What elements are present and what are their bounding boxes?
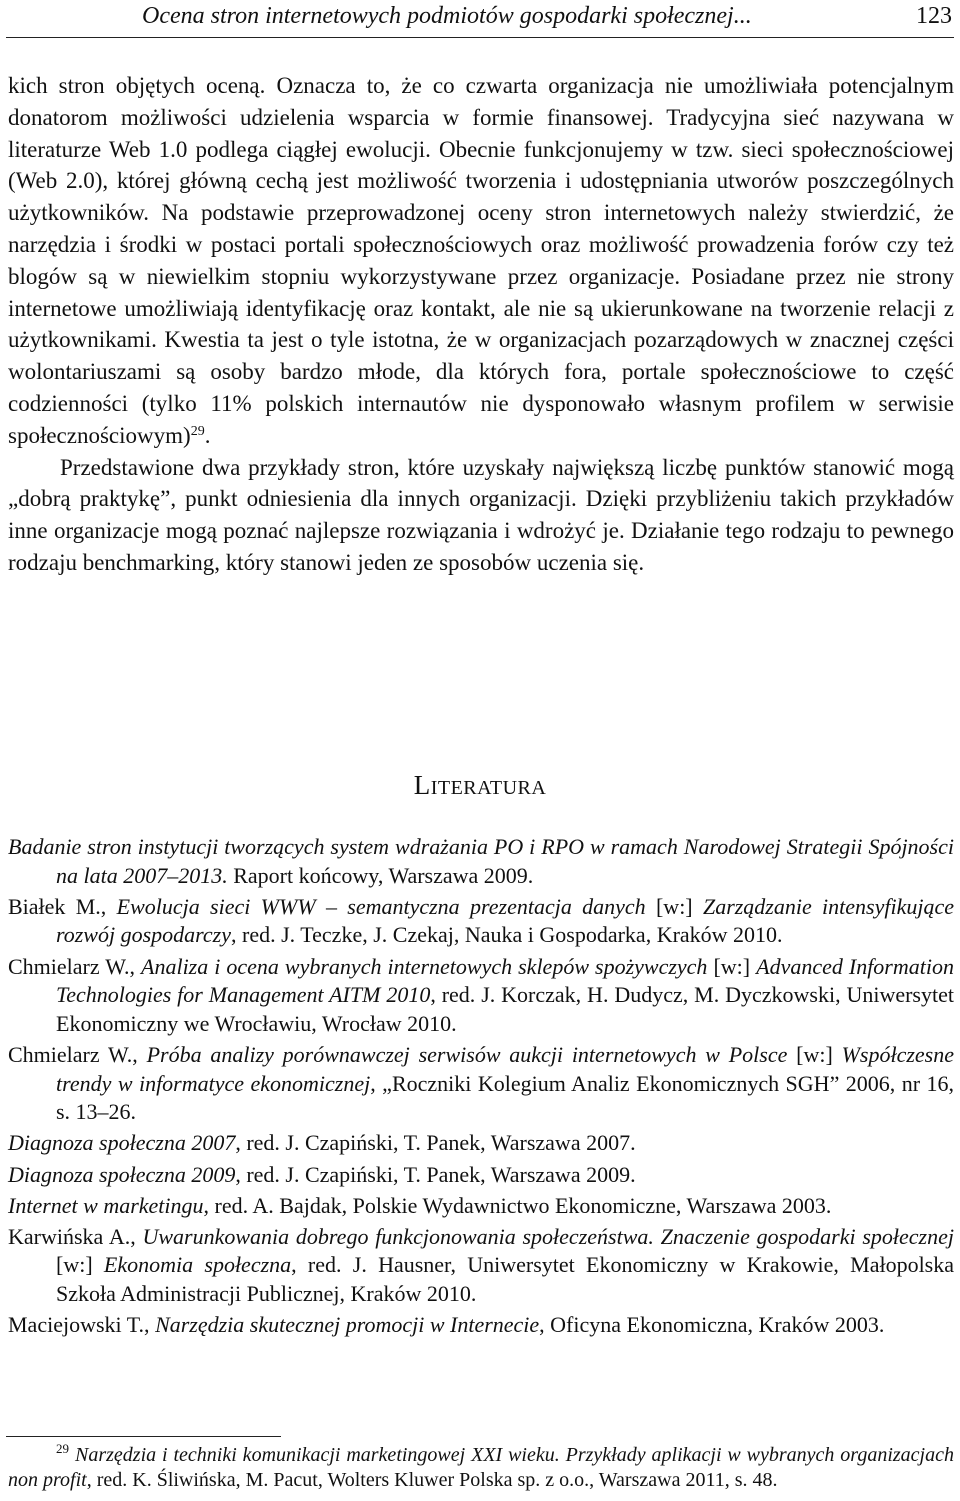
reference-item <box>8 1129 954 1158</box>
reference-title: Internet w marketingu <box>8 1192 204 1218</box>
reference-title: Diagnoza społeczna 2007 <box>8 1130 236 1156</box>
reference-title: Narzędzia skutecznej promocji w Internecie <box>155 1312 540 1338</box>
reference-details: , red. J. Hausner, Uniwersytet Ekonomiczny w Krakowie, Małopolska Szkoła Administracji Publicznej, Kraków 2010. <box>56 1252 955 1307</box>
footnote-title: Narzędzia i techniki komunikacji marketingowej XXI wieku. Przykłady aplikacji w wybranych organizacjach non profit <box>8 1444 954 1491</box>
reference-in: [w:] <box>787 1041 842 1067</box>
literature-heading <box>0 767 960 806</box>
paragraph-1-text: kich stron objętych oceną. Oznacza to, że co czwarta organizacja nie umożliwiała potencjalnym donatorom możliwości udzielenia wsparcia w formie finansowej. Tradycyjna sieć nazywana w literaturze Web 1.0 podlega ciągłej ewolucji. Obecnie funkcjonujemy w tzw. sieci społecznościowej (Web 2.0), której główną cechą jest możliwość tworzenia i udostępniania utworów poszczególnych użytkowników. Na podstawie przeprowadzonej oceny stron internetowych należy stwierdzić, że narzędzia i środki w postaci portali społecznościowych oraz możliwość prowadzenia forów czy też blogów są w niewielkim stopniu wykorzystywane przez organizacje. Posiadane przez nie strony internetowe umożliwiają identyfikację oraz kontakt, ale nie są ukierunkowane na tworzenie relacji z użytkownikami. Kwestia ta jest o tyle istotna, że w organizacjach pozarządowych w znacznej części wolontariuszami są osoby bardzo młode, dla których fora, portale społecznościowe to część codzienności (tylko 11% polskich internautów nie dysponowało własnym profilem w serwisie społecznościowym) <box>8 73 954 448</box>
reference-title: Analiza i ocena wybranych internetowych sklepów spożywczych <box>141 953 708 979</box>
footnote-mark: 29 <box>56 1441 69 1456</box>
reference-item <box>8 1223 954 1309</box>
body-text <box>8 70 954 579</box>
reference-source: Współczesne trendy w informatyce ekonomicznej <box>56 1041 954 1096</box>
reference-title: Uwarunkowania dobrego funkcjonowania społeczeństwa. Znaczenie gospodarki społecznej <box>142 1223 954 1249</box>
reference-item <box>8 893 954 950</box>
header-rule <box>6 37 954 38</box>
reference-item <box>8 1192 954 1221</box>
reference-details: , red. J. Czapiński, T. Panek, Warszawa 2007. <box>235 1130 636 1156</box>
reference-details: , red. J. Teczke, J. Czekaj, Nauka i Gospodarka, Kraków 2010. <box>231 922 783 948</box>
reference-author: Chmielarz W., <box>8 953 142 979</box>
reference-details: Raport końcowy, Warszawa 2009. <box>227 862 534 888</box>
literature-heading-initial: L <box>413 770 431 800</box>
footnote-rule <box>6 1436 281 1437</box>
reference-item <box>8 953 954 1039</box>
reference-author: Chmielarz W., <box>8 1041 147 1067</box>
reference-item <box>8 1161 954 1190</box>
running-title: Ocena stron internetowych podmiotów gospodarki społecznej... <box>142 3 752 29</box>
footnote-29 <box>8 1443 954 1492</box>
reference-in: [w:] <box>707 953 757 979</box>
reference-author: Karwińska A., <box>8 1223 143 1249</box>
paragraph-2: Przedstawione dwa przykłady stron, które uzyskały największą liczbę punktów stanowić mogą „dobrą praktykę”, punkt odniesienia dla innych organizacji. Dzięki przybliżeniu takich przykładów inne organizacje mogą poznać najlepsze rozwiązania i wdrożyć je. Działanie tego rodzaju to pewnego rodzaju benchmarking, który stanowi jeden ze sposobów uczenia się. <box>8 454 954 575</box>
footnote-ref-29[interactable]: 29 <box>190 423 205 439</box>
reference-source: Ekonomia społeczna <box>103 1252 292 1278</box>
literature-heading-rest: ITERATURA <box>430 777 547 799</box>
footnote-details: , red. K. Śliwińska, M. Pacut, Wolters Kluwer Polska sp. z o.o., Warszawa 2011, s. 48. <box>86 1468 778 1491</box>
reference-details: , „Roczniki Kolegium Analiz Ekonomicznych SGH” 2006, nr 16, s. 13–26. <box>56 1070 955 1125</box>
reference-details: , red. J. Korczak, H. Dudycz, M. Dyczkowski, Uniwersytet Ekonomiczny we Wrocławiu, Wrocław 2010. <box>56 982 954 1036</box>
reference-title: Badanie stron instytucji tworzących system wdrażania PO i RPO w ramach Narodowej Strategii Spójności na lata 2007–2013. <box>8 834 954 888</box>
reference-in: [w:] <box>56 1252 104 1278</box>
reference-in: [w:] <box>645 893 703 919</box>
reference-author: Maciejowski T., <box>8 1312 156 1338</box>
reference-author: Białek M., <box>8 893 117 919</box>
reference-details: , red. A. Bajdak, Polskie Wydawnictwo Ekonomiczne, Warszawa 2003. <box>203 1192 832 1218</box>
reference-source: Advanced Information Technologies for Management AITM 2010 <box>56 953 954 1008</box>
reference-title: Próba analizy porównawczej serwisów aukcji internetowych w Polsce <box>146 1041 788 1067</box>
reference-source: Zarządzanie intensyfikujące rozwój gospodarczy <box>56 893 955 948</box>
paragraph-1-end: . <box>204 422 211 448</box>
reference-item <box>8 1311 954 1340</box>
paragraph-1 <box>8 70 954 452</box>
reference-list <box>8 833 954 1342</box>
page-number: 123 <box>916 3 952 29</box>
reference-title: Ewolucja sieci WWW – semantyczna prezentacja danych <box>116 893 646 919</box>
reference-details: , Oficyna Ekonomiczna, Kraków 2003. <box>539 1312 885 1338</box>
running-header <box>0 0 960 40</box>
reference-item <box>8 1041 954 1127</box>
reference-details: , red. J. Czapiński, T. Panek, Warszawa 2009. <box>235 1161 636 1187</box>
reference-item <box>8 833 954 890</box>
reference-title: Diagnoza społeczna 2009 <box>8 1161 236 1187</box>
